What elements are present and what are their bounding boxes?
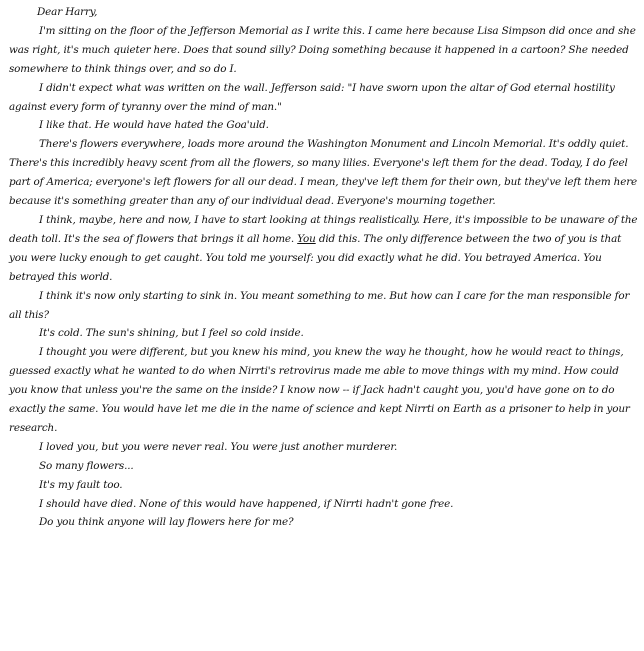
letter-paragraph-3: I like that. He would have hated the Goa'uld.	[39, 119, 269, 132]
letter-paragraph-2: I didn't expect what was written on the wall. Jefferson said: "I have sworn upon the altar of God eternal hostility against every form of tyranny over the mind of man."	[9, 81, 615, 113]
letter-paragraph-9: I loved you, but you were never real. You were just another murderer.	[39, 440, 398, 453]
letter-paragraph-4: There's flowers everywhere, loads more around the Washington Monument and Lincoln Memorial. It's oddly quiet. There's this incredibly heavy scent from all the flowers, so many lilies. Everyone's left them for the dead. Today, I do feel part of America; everyone's left flowers for all our dead. I mean, they've left them for their own, but they've left them here because it's something greater than any of our individual dead. Everyone's mourning together.	[9, 138, 638, 208]
letter-paragraph-11: It's my fault too.	[39, 478, 123, 491]
letter-paragraph-10: So many flowers...	[39, 459, 134, 472]
letter-paragraph-7: It's cold. The sun's shining, but I feel so cold inside.	[39, 327, 304, 340]
letter-paragraph-5	[9, 211, 638, 287]
letter-paragraph-5-start: I think, maybe, here and now, I have to start looking at things realistically. Here, it's impossible to be unaware of the death toll. It's the sea of flowers that brings it all home.	[9, 213, 638, 245]
letter-paragraph-8: I thought you were different, but you knew his mind, you knew the way he thought, how he would react to things, guessed exactly what he wanted to do when Nirrti's retrovirus made me able to move things with my mind. How could you know that unless you're the same on the inside? I know now -- if Jack hadn't caught you, you'd have gone on to do exactly the same. You would have let me die in the name of science and kept Nirrti on Earth as a prisoner to help in your research.	[9, 346, 630, 434]
letter-paragraph-12: I should have died. None of this would have happened, if Nirrti hadn't gone free.	[39, 497, 454, 510]
letter-paragraph-1: I'm sitting on the floor of the Jefferson Memorial as I write this. I came here because Lisa Simpson did once and she was right, it's much quieter here. Does that sound silly? Doing something because it happened in a cartoon? She needed somewhere to think things over, and so do I.	[9, 24, 636, 75]
letter-paragraph-13: Do you think anyone will lay flowers here for me?	[39, 516, 294, 529]
underlined-you: You	[297, 232, 316, 245]
letter-greeting: Dear Harry,	[37, 6, 98, 18]
letter-paragraph-6: I think it's now only starting to sink in. You meant something to me. But how can I care for the man responsible for all this?	[9, 289, 630, 321]
letter-paragraph-5-end: did this. The only difference between the two of you is that you were lucky enough to get caught. You told me yourself: you did exactly what he did. You betrayed America. You betrayed this world.	[9, 232, 622, 283]
